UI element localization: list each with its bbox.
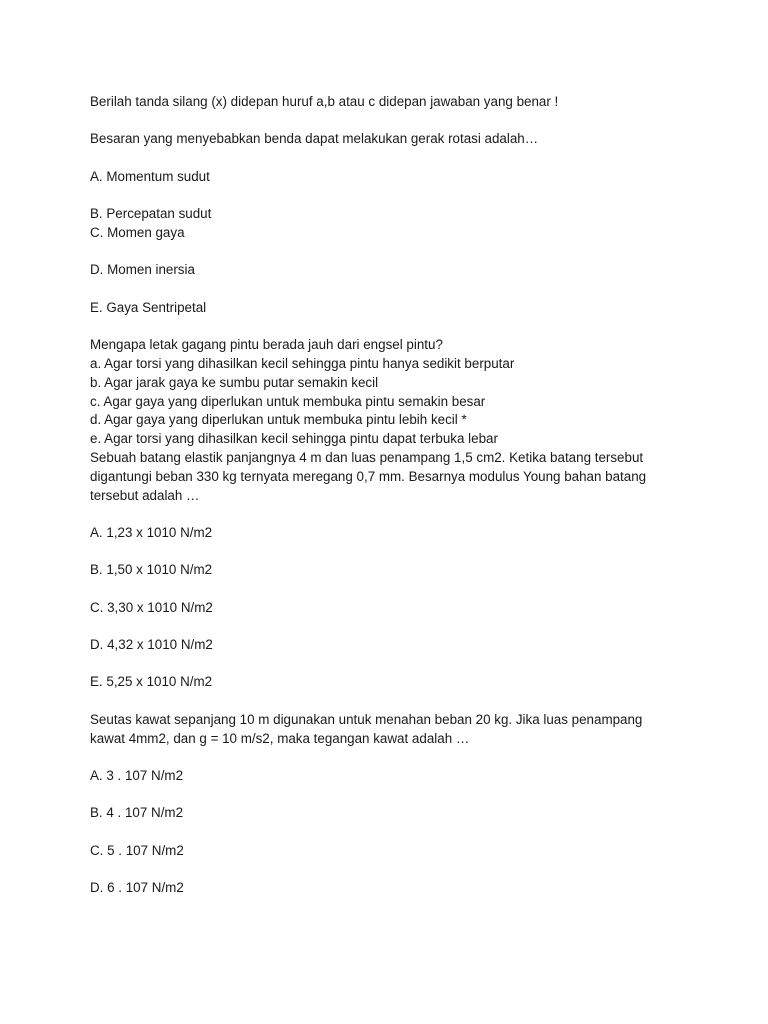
question-3-text-line-3: tersebut adalah … [90, 487, 200, 503]
question-1-option-b: B. Percepatan sudut [90, 206, 212, 222]
question-4-option-c: C. 5 . 107 N/m2 [90, 842, 184, 858]
question-4-option-d: D. 6 . 107 N/m2 [90, 880, 184, 896]
question-3-text-line-1: Sebuah batang elastik panjangnya 4 m dan luas penampang 1,5 cm2. Ketika batang tersebut [90, 449, 644, 465]
question-3-option-c: C. 3,30 x 1010 N/m2 [90, 599, 213, 615]
question-4-option-a: A. 3 . 107 N/m2 [90, 768, 184, 784]
question-2-option-e: e. Agar torsi yang dihasilkan kecil sehingga pintu dapat terbuka lebar [90, 431, 498, 447]
instruction-text: Berilah tanda silang (x) didepan huruf a,b atau c didepan jawaban yang benar ! [90, 94, 559, 109]
question-4-text-line-2: kawat 4mm2, dan g = 10 m/s2, maka tegangan kawat adalah … [90, 730, 470, 746]
question-4-text-line-1: Seutas kawat sepanjang 10 m digunakan untuk menahan beban 20 kg. Jika luas penampang [90, 711, 643, 727]
question-4-option-b: B. 4 . 107 N/m2 [90, 805, 184, 821]
question-1-option-a: A. Momentum sudut [90, 168, 210, 184]
question-2-option-c: c. Agar gaya yang diperlukan untuk membuka pintu semakin besar [90, 393, 486, 409]
question-3-text-line-2: digantungi beban 330 kg ternyata meregang 0,7 mm. Besarnya modulus Young bahan batang [90, 468, 647, 484]
question-1-option-c: C. Momen gaya [90, 224, 185, 240]
question-1-option-e: E. Gaya Sentripetal [90, 299, 207, 315]
question-1-option-d: D. Momen inersia [90, 262, 195, 278]
question-3-option-b: B. 1,50 x 1010 N/m2 [90, 562, 213, 578]
question-3-option-e: E. 5,25 x 1010 N/m2 [90, 674, 213, 690]
question-2-option-d: d. Agar gaya yang diperlukan untuk membuka pintu lebih kecil * [90, 412, 467, 428]
question-2-option-b: b. Agar jarak gaya ke sumbu putar semakin kecil [90, 374, 379, 390]
document-page [90, 93, 690, 898]
question-2-option-a: a. Agar torsi yang dihasilkan kecil sehingga pintu hanya sedikit berputar [90, 355, 515, 371]
question-3-option-a: A. 1,23 x 1010 N/m2 [90, 524, 213, 540]
question-1-text: Besaran yang menyebabkan benda dapat melakukan gerak rotasi adalah… [90, 131, 539, 147]
question-3-option-d: D. 4,32 x 1010 N/m2 [90, 637, 213, 653]
question-2-text: Mengapa letak gagang pintu berada jauh dari engsel pintu? [90, 337, 443, 353]
